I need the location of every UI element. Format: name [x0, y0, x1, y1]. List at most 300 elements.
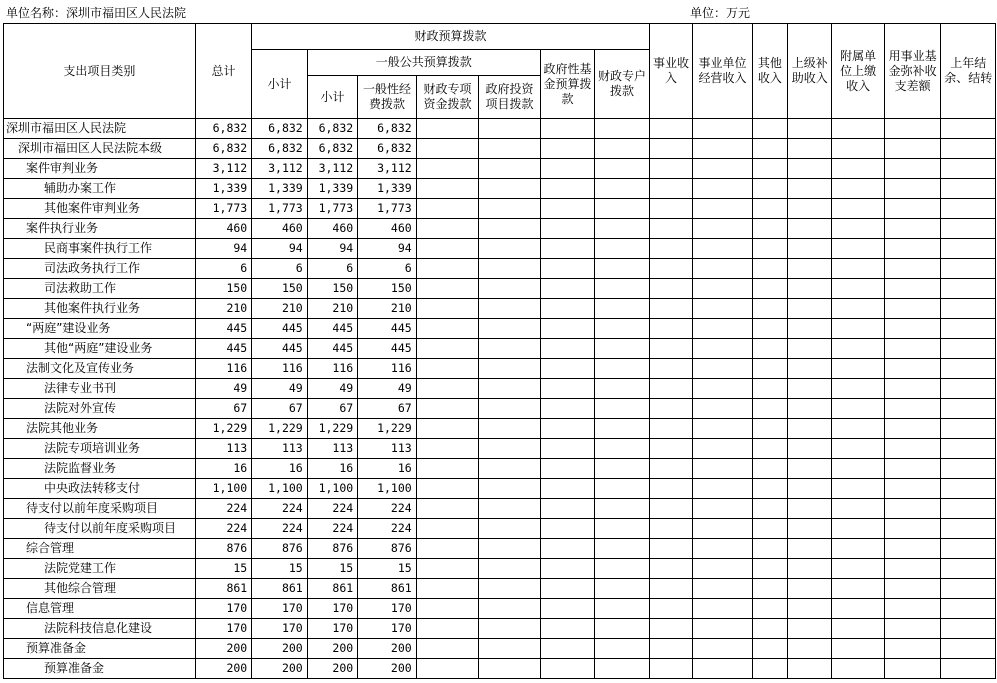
empty-cell: [752, 259, 787, 279]
category-cell: 预算准备金: [4, 659, 196, 679]
category-cell: 其他“两庭”建设业务: [4, 339, 196, 359]
category-cell: 综合管理: [4, 539, 196, 559]
category-cell: 待支付以前年度采购项目: [4, 499, 196, 519]
empty-cell: [649, 439, 692, 459]
empty-cell: [788, 439, 832, 459]
empty-cell: [788, 219, 832, 239]
empty-cell: [752, 119, 787, 139]
empty-cell: [595, 379, 650, 399]
total-cell: 3,112: [195, 159, 252, 179]
empty-cell: [479, 639, 541, 659]
empty-cell: [788, 199, 832, 219]
empty-cell: [788, 299, 832, 319]
empty-cell: [884, 479, 941, 499]
category-cell: 法院科技信息化建设: [4, 619, 196, 639]
empty-cell: [788, 339, 832, 359]
empty-cell: [884, 639, 941, 659]
empty-cell: [884, 119, 941, 139]
fiscal-subtotal-cell: 210: [252, 299, 308, 319]
empty-cell: [941, 599, 996, 619]
col-header-fiscal-account: 财政专户拨款: [595, 50, 650, 119]
col-header-fiscal-special: 财政专项资金拨款: [416, 76, 479, 119]
empty-cell: [941, 459, 996, 479]
empty-cell: [693, 239, 753, 259]
total-cell: 15: [195, 559, 252, 579]
empty-cell: [649, 579, 692, 599]
general-subtotal-cell: 200: [307, 639, 357, 659]
general-operating-cell: 200: [358, 659, 417, 679]
empty-cell: [649, 319, 692, 339]
empty-cell: [479, 499, 541, 519]
empty-cell: [416, 419, 479, 439]
fiscal-subtotal-cell: 6: [252, 259, 308, 279]
empty-cell: [416, 439, 479, 459]
empty-cell: [832, 459, 884, 479]
empty-cell: [752, 599, 787, 619]
category-cell: 案件执行业务: [4, 219, 196, 239]
table-row: [4, 419, 996, 439]
general-operating-cell: 150: [358, 279, 417, 299]
empty-cell: [540, 499, 594, 519]
empty-cell: [595, 419, 650, 439]
empty-cell: [479, 399, 541, 419]
table-row: [4, 159, 996, 179]
fiscal-subtotal-cell: 224: [252, 519, 308, 539]
general-operating-cell: 113: [358, 439, 417, 459]
category-cell: 司法救助工作: [4, 279, 196, 299]
empty-cell: [832, 139, 884, 159]
empty-cell: [479, 419, 541, 439]
col-header-total: 总计: [195, 24, 252, 119]
fiscal-subtotal-cell: 1,100: [252, 479, 308, 499]
empty-cell: [884, 279, 941, 299]
col-header-other-income: 其他收入: [752, 24, 787, 119]
empty-cell: [416, 319, 479, 339]
table-body: [4, 119, 996, 679]
empty-cell: [788, 459, 832, 479]
empty-cell: [941, 479, 996, 499]
empty-cell: [832, 579, 884, 599]
general-subtotal-cell: 49: [307, 379, 357, 399]
empty-cell: [884, 579, 941, 599]
empty-cell: [693, 559, 753, 579]
empty-cell: [884, 559, 941, 579]
general-operating-cell: 445: [358, 339, 417, 359]
empty-cell: [884, 599, 941, 619]
empty-cell: [479, 359, 541, 379]
empty-cell: [941, 379, 996, 399]
table-row: [4, 179, 996, 199]
table-row: [4, 599, 996, 619]
empty-cell: [649, 539, 692, 559]
total-cell: 1,229: [195, 419, 252, 439]
empty-cell: [941, 299, 996, 319]
empty-cell: [941, 519, 996, 539]
general-operating-cell: 116: [358, 359, 417, 379]
fiscal-subtotal-cell: 3,112: [252, 159, 308, 179]
empty-cell: [884, 519, 941, 539]
empty-cell: [752, 199, 787, 219]
total-cell: 224: [195, 499, 252, 519]
fiscal-subtotal-cell: 876: [252, 539, 308, 559]
empty-cell: [941, 559, 996, 579]
empty-cell: [649, 279, 692, 299]
fiscal-subtotal-cell: 116: [252, 359, 308, 379]
empty-cell: [788, 319, 832, 339]
general-operating-cell: 6,832: [358, 139, 417, 159]
empty-cell: [693, 659, 753, 679]
total-cell: 6,832: [195, 139, 252, 159]
empty-cell: [416, 639, 479, 659]
empty-cell: [788, 379, 832, 399]
report-unit-bar: [0, 0, 997, 22]
empty-cell: [595, 139, 650, 159]
col-header-business-income: 事业收入: [649, 24, 692, 119]
empty-cell: [595, 639, 650, 659]
empty-cell: [832, 179, 884, 199]
budget-table: [3, 23, 996, 679]
empty-cell: [941, 499, 996, 519]
empty-cell: [649, 159, 692, 179]
empty-cell: [788, 119, 832, 139]
empty-cell: [416, 219, 479, 239]
empty-cell: [649, 239, 692, 259]
fiscal-subtotal-cell: 445: [252, 339, 308, 359]
table-row: [4, 219, 996, 239]
category-cell: 深圳市福田区人民法院本级: [4, 139, 196, 159]
total-cell: 876: [195, 539, 252, 559]
empty-cell: [479, 619, 541, 639]
table-row: [4, 439, 996, 459]
total-cell: 445: [195, 339, 252, 359]
empty-cell: [788, 639, 832, 659]
empty-cell: [416, 239, 479, 259]
empty-cell: [479, 139, 541, 159]
table-row: [4, 399, 996, 419]
fiscal-subtotal-cell: 445: [252, 319, 308, 339]
empty-cell: [649, 459, 692, 479]
empty-cell: [941, 199, 996, 219]
empty-cell: [416, 459, 479, 479]
total-cell: 1,773: [195, 199, 252, 219]
empty-cell: [832, 539, 884, 559]
empty-cell: [540, 359, 594, 379]
empty-cell: [540, 659, 594, 679]
empty-cell: [479, 659, 541, 679]
empty-cell: [788, 519, 832, 539]
general-operating-cell: 15: [358, 559, 417, 579]
total-cell: 1,100: [195, 479, 252, 499]
empty-cell: [832, 599, 884, 619]
empty-cell: [595, 619, 650, 639]
empty-cell: [649, 259, 692, 279]
empty-cell: [884, 419, 941, 439]
empty-cell: [479, 579, 541, 599]
col-header-carryover: 上年结余、结转: [941, 24, 996, 119]
table-row: [4, 119, 996, 139]
table-row: [4, 459, 996, 479]
col-header-fiscal-subtotal: 小计: [252, 50, 308, 119]
empty-cell: [540, 179, 594, 199]
empty-cell: [832, 379, 884, 399]
fiscal-subtotal-cell: 16: [252, 459, 308, 479]
table-row: [4, 519, 996, 539]
empty-cell: [941, 259, 996, 279]
empty-cell: [788, 419, 832, 439]
empty-cell: [884, 399, 941, 419]
general-subtotal-cell: 460: [307, 219, 357, 239]
general-subtotal-cell: 113: [307, 439, 357, 459]
empty-cell: [595, 519, 650, 539]
empty-cell: [595, 499, 650, 519]
general-subtotal-cell: 210: [307, 299, 357, 319]
empty-cell: [752, 539, 787, 559]
table-row: [4, 359, 996, 379]
empty-cell: [540, 159, 594, 179]
category-cell: 民商事案件执行工作: [4, 239, 196, 259]
empty-cell: [884, 379, 941, 399]
col-header-superior-subsidy: 上级补助收入: [788, 24, 832, 119]
empty-cell: [649, 139, 692, 159]
empty-cell: [752, 279, 787, 299]
empty-cell: [540, 399, 594, 419]
empty-cell: [540, 599, 594, 619]
empty-cell: [416, 579, 479, 599]
empty-cell: [752, 239, 787, 259]
table-row: [4, 299, 996, 319]
empty-cell: [416, 659, 479, 679]
empty-cell: [752, 319, 787, 339]
empty-cell: [540, 579, 594, 599]
empty-cell: [416, 399, 479, 419]
general-subtotal-cell: 6,832: [307, 139, 357, 159]
empty-cell: [649, 359, 692, 379]
general-subtotal-cell: 445: [307, 319, 357, 339]
empty-cell: [693, 139, 753, 159]
empty-cell: [832, 559, 884, 579]
total-cell: 94: [195, 239, 252, 259]
empty-cell: [479, 339, 541, 359]
empty-cell: [649, 619, 692, 639]
fiscal-subtotal-cell: 1,773: [252, 199, 308, 219]
empty-cell: [540, 619, 594, 639]
category-cell: 中央政法转移支付: [4, 479, 196, 499]
empty-cell: [540, 379, 594, 399]
empty-cell: [693, 479, 753, 499]
empty-cell: [416, 619, 479, 639]
empty-cell: [595, 279, 650, 299]
table-row: [4, 539, 996, 559]
fiscal-subtotal-cell: 200: [252, 659, 308, 679]
empty-cell: [416, 159, 479, 179]
empty-cell: [832, 239, 884, 259]
empty-cell: [595, 319, 650, 339]
general-subtotal-cell: 15: [307, 559, 357, 579]
empty-cell: [832, 259, 884, 279]
empty-cell: [788, 359, 832, 379]
empty-cell: [941, 639, 996, 659]
total-cell: 460: [195, 219, 252, 239]
empty-cell: [479, 279, 541, 299]
empty-cell: [693, 619, 753, 639]
empty-cell: [540, 339, 594, 359]
category-cell: 法院监督业务: [4, 459, 196, 479]
empty-cell: [416, 599, 479, 619]
empty-cell: [416, 259, 479, 279]
empty-cell: [752, 579, 787, 599]
total-cell: 150: [195, 279, 252, 299]
empty-cell: [649, 639, 692, 659]
empty-cell: [832, 659, 884, 679]
empty-cell: [788, 499, 832, 519]
fiscal-subtotal-cell: 6,832: [252, 119, 308, 139]
empty-cell: [595, 179, 650, 199]
general-subtotal-cell: 3,112: [307, 159, 357, 179]
total-cell: 6,832: [195, 119, 252, 139]
fiscal-subtotal-cell: 15: [252, 559, 308, 579]
general-operating-cell: 6: [358, 259, 417, 279]
empty-cell: [479, 239, 541, 259]
category-cell: 其他案件审判业务: [4, 199, 196, 219]
category-cell: 法院其他业务: [4, 419, 196, 439]
empty-cell: [416, 199, 479, 219]
empty-cell: [693, 599, 753, 619]
empty-cell: [416, 559, 479, 579]
empty-cell: [884, 439, 941, 459]
empty-cell: [788, 399, 832, 419]
empty-cell: [832, 199, 884, 219]
empty-cell: [540, 219, 594, 239]
empty-cell: [540, 299, 594, 319]
empty-cell: [884, 219, 941, 239]
empty-cell: [788, 179, 832, 199]
empty-cell: [649, 219, 692, 239]
empty-cell: [941, 219, 996, 239]
total-cell: 67: [195, 399, 252, 419]
col-header-gov-fund: 政府性基金预算拨款: [540, 50, 594, 119]
empty-cell: [788, 599, 832, 619]
general-operating-cell: 6,832: [358, 119, 417, 139]
empty-cell: [479, 519, 541, 539]
empty-cell: [479, 459, 541, 479]
general-subtotal-cell: 116: [307, 359, 357, 379]
empty-cell: [884, 199, 941, 219]
empty-cell: [595, 239, 650, 259]
empty-cell: [479, 479, 541, 499]
empty-cell: [693, 639, 753, 659]
col-header-fiscal-group: 财政预算拨款: [252, 24, 650, 50]
empty-cell: [595, 559, 650, 579]
category-cell: 司法政务执行工作: [4, 259, 196, 279]
total-cell: 200: [195, 659, 252, 679]
total-cell: 116: [195, 359, 252, 379]
col-header-general-group: 一般公共预算拨款: [307, 50, 540, 76]
empty-cell: [788, 159, 832, 179]
empty-cell: [832, 279, 884, 299]
empty-cell: [540, 119, 594, 139]
total-cell: 224: [195, 519, 252, 539]
empty-cell: [540, 539, 594, 559]
empty-cell: [693, 579, 753, 599]
empty-cell: [649, 519, 692, 539]
empty-cell: [595, 399, 650, 419]
empty-cell: [884, 659, 941, 679]
empty-cell: [832, 219, 884, 239]
empty-cell: [832, 359, 884, 379]
empty-cell: [479, 119, 541, 139]
empty-cell: [649, 179, 692, 199]
general-operating-cell: 1,339: [358, 179, 417, 199]
empty-cell: [884, 179, 941, 199]
empty-cell: [752, 619, 787, 639]
table-row: [4, 239, 996, 259]
empty-cell: [693, 199, 753, 219]
empty-cell: [752, 219, 787, 239]
empty-cell: [649, 379, 692, 399]
general-subtotal-cell: 200: [307, 659, 357, 679]
category-cell: 法院专项培训业务: [4, 439, 196, 459]
empty-cell: [693, 519, 753, 539]
empty-cell: [752, 159, 787, 179]
empty-cell: [941, 659, 996, 679]
empty-cell: [693, 499, 753, 519]
empty-cell: [540, 439, 594, 459]
empty-cell: [649, 399, 692, 419]
organization-name: 单位名称：深圳市福田区人民法院: [6, 6, 187, 20]
empty-cell: [649, 499, 692, 519]
empty-cell: [479, 559, 541, 579]
empty-cell: [693, 379, 753, 399]
empty-cell: [752, 499, 787, 519]
col-header-gov-investment: 政府投资项目拨款: [479, 76, 541, 119]
empty-cell: [595, 339, 650, 359]
empty-cell: [595, 199, 650, 219]
empty-cell: [693, 299, 753, 319]
empty-cell: [595, 439, 650, 459]
empty-cell: [884, 239, 941, 259]
empty-cell: [416, 139, 479, 159]
empty-cell: [788, 479, 832, 499]
general-operating-cell: 1,100: [358, 479, 417, 499]
empty-cell: [693, 219, 753, 239]
empty-cell: [832, 519, 884, 539]
empty-cell: [540, 639, 594, 659]
empty-cell: [540, 419, 594, 439]
empty-cell: [693, 159, 753, 179]
general-operating-cell: 170: [358, 599, 417, 619]
empty-cell: [479, 199, 541, 219]
general-subtotal-cell: 150: [307, 279, 357, 299]
empty-cell: [752, 379, 787, 399]
general-operating-cell: 224: [358, 499, 417, 519]
fiscal-subtotal-cell: 200: [252, 639, 308, 659]
empty-cell: [752, 519, 787, 539]
general-operating-cell: 1,773: [358, 199, 417, 219]
empty-cell: [941, 399, 996, 419]
empty-cell: [540, 279, 594, 299]
category-cell: 预算准备金: [4, 639, 196, 659]
empty-cell: [832, 439, 884, 459]
empty-cell: [752, 439, 787, 459]
empty-cell: [752, 479, 787, 499]
empty-cell: [595, 659, 650, 679]
empty-cell: [884, 619, 941, 639]
general-operating-cell: 200: [358, 639, 417, 659]
empty-cell: [832, 119, 884, 139]
empty-cell: [788, 239, 832, 259]
empty-cell: [693, 359, 753, 379]
empty-cell: [693, 319, 753, 339]
